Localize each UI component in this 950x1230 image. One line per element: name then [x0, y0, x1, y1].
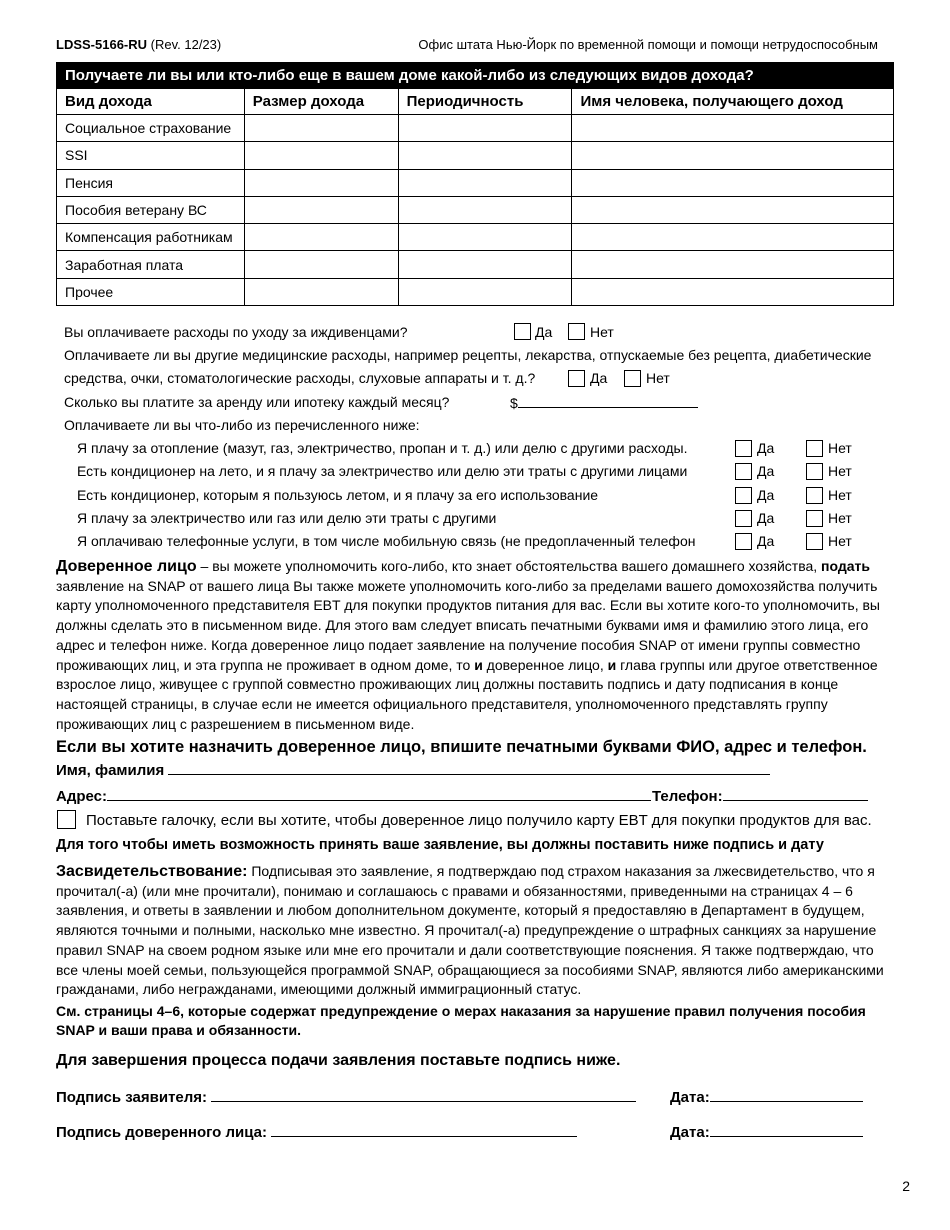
- frequency-cell[interactable]: [398, 278, 572, 305]
- utility-question: Я плачу за отопление (мазут, газ, электричество, пропан и т. д.) или делю с другими расходы.: [77, 440, 688, 456]
- yes-label: Да: [757, 463, 775, 479]
- utility-no-checkbox[interactable]: [806, 533, 823, 550]
- amount-cell[interactable]: [244, 224, 398, 251]
- name-label: Имя, фамилия: [56, 762, 165, 779]
- no-label: Нет: [646, 370, 670, 386]
- utility-yes-checkbox[interactable]: [735, 440, 752, 457]
- amount-cell[interactable]: [244, 196, 398, 223]
- recipient-cell[interactable]: [572, 278, 894, 305]
- page-number: 2: [902, 1178, 910, 1194]
- utility-yes-checkbox[interactable]: [735, 463, 752, 480]
- applicant-date-field[interactable]: [670, 1088, 863, 1106]
- must-sign-notice: Для того чтобы иметь возможность принять ваше заявление, вы должны поставить ниже подпись и дату: [56, 837, 824, 853]
- amount-cell[interactable]: [244, 115, 398, 142]
- rent-question: Сколько вы платите за аренду или ипотеку каждый месяц?: [64, 394, 450, 410]
- income-type: Компенсация работникам: [57, 224, 245, 251]
- date-label: Дата:: [670, 1124, 710, 1141]
- dependent-care-no-checkbox[interactable]: [568, 323, 585, 340]
- income-type: SSI: [57, 142, 245, 169]
- recipient-cell[interactable]: [572, 224, 894, 251]
- column-header: Имя человека, получающего доход: [572, 89, 894, 115]
- recipient-cell[interactable]: [572, 251, 894, 278]
- dollar-sign: $: [510, 395, 518, 411]
- income-type: Заработная плата: [57, 251, 245, 278]
- agency-name: Офис штата Нью-Йорк по временной помощи и помощи нетрудоспособным: [418, 37, 878, 52]
- rep-name-field[interactable]: [56, 761, 770, 779]
- date-label: Дата:: [670, 1089, 710, 1106]
- amount-cell[interactable]: [244, 251, 398, 278]
- utility-question: Я плачу за электричество или газ или делю эти траты с другими: [77, 510, 497, 526]
- table-row: [57, 251, 894, 278]
- frequency-cell[interactable]: [398, 224, 572, 251]
- yes-label: Да: [757, 487, 775, 503]
- income-table-title: Получаете ли вы или кто-либо еще в вашем доме какой-либо из следующих видов дохода?: [57, 63, 894, 89]
- income-table: [56, 62, 894, 306]
- utility-no-checkbox[interactable]: [806, 440, 823, 457]
- column-header: Размер дохода: [244, 89, 398, 115]
- medical-question: Оплачиваете ли вы другие медицинские расходы, например рецепты, лекарства, отпускаемые без рецепта, диабетические: [64, 347, 872, 363]
- yes-label: Да: [757, 440, 775, 456]
- yes-label: Да: [535, 324, 553, 340]
- table-row: [57, 196, 894, 223]
- ebt-card-label: Поставьте галочку, если вы хотите, чтобы доверенное лицо получило карту EBT для покупки продуктов для вас.: [86, 812, 872, 829]
- recipient-cell[interactable]: [572, 142, 894, 169]
- applicant-signature-label: Подпись заявителя:: [56, 1089, 208, 1106]
- utilities-intro: Оплачиваете ли вы что-либо из перечисленного ниже:: [64, 417, 420, 433]
- utility-question: Есть кондиционер на лето, и я плачу за электричество или делю эти траты с другими лицами: [77, 463, 688, 479]
- authorized-rep-paragraph: Доверенное лицо – вы можете уполномочить кого-либо, кто знает обстоятельства вашего домашнего хозяйства, подать заявление на SNAP от вашего лица Вы также можете уполномочить кого-либо за пределами вашего домохозяйства получить карту уполномоченного представителя EBT для покупки продуктов питания для вас. Если вы хотите кого-то уполномочить, вы должны сделать это в письменном виде. Для этого вам следует вписать печатными буквами имя и фамилию этого лица, его адрес и телефон ниже. Когда доверенное лицо подает заявление на получение пособия SNAP от имени группы совместно проживающих лиц, и эта группа не проживает в одном доме, то и доверенное лицо, и глава группы или другое ответственное взрослое лицо, живущее с группой совместно проживающих лиц должны поставить подпись и дату подписания в конце настоящей страницы, в случае если не имеется официального представителя, уполномоченного представлять группу проживающих лиц с разрешением в письменном виде.: [56, 558, 880, 732]
- no-label: Нет: [590, 324, 614, 340]
- amount-cell[interactable]: [244, 169, 398, 196]
- income-type: Пособия ветерану ВС: [57, 196, 245, 223]
- rep-signature-label: Подпись доверенного лица:: [56, 1124, 267, 1141]
- no-label: Нет: [828, 533, 852, 549]
- yes-label: Да: [590, 370, 608, 386]
- income-type: Пенсия: [57, 169, 245, 196]
- amount-cell[interactable]: [244, 278, 398, 305]
- no-label: Нет: [828, 440, 852, 456]
- table-row: [57, 224, 894, 251]
- column-header: Периодичность: [398, 89, 572, 115]
- table-row: [57, 169, 894, 196]
- form-id: LDSS-5166-RU (Rev. 12/23): [56, 37, 222, 52]
- signature-instruction: Для завершения процесса подачи заявления поставьте подпись ниже.: [56, 1052, 621, 1069]
- medical-question-cont: средства, очки, стоматологические расходы, слуховые аппараты и т. д.?: [64, 370, 536, 386]
- amount-cell[interactable]: [244, 142, 398, 169]
- rep-signature-field[interactable]: [56, 1123, 577, 1141]
- frequency-cell[interactable]: [398, 115, 572, 142]
- phone-label: Телефон:: [652, 788, 723, 805]
- utility-no-checkbox[interactable]: [806, 463, 823, 480]
- no-label: Нет: [828, 510, 852, 526]
- ebt-card-checkbox[interactable]: [57, 810, 76, 829]
- table-row: [57, 115, 894, 142]
- utility-yes-checkbox[interactable]: [735, 487, 752, 504]
- applicant-signature-field[interactable]: [56, 1088, 636, 1106]
- utility-no-checkbox[interactable]: [806, 487, 823, 504]
- table-row: [57, 142, 894, 169]
- medical-no-checkbox[interactable]: [624, 370, 641, 387]
- certification-paragraph: Засвидетельствование: Подписывая это заявление, я подтверждаю под страхом наказания за лжесвидетельство, что я прочитал(-а) (или мне прочитали), понимаю и соглашаюсь с правами и обязанностями, приведенными на страницах 4 – 6 заявления, и ответы в заявлении и любом дополнительном документе, который я предоставляю в Департамент в будущем, являются точными и полными, насколько мне известно. Я прочитал(-а) предупреждение о штрафных санкциях за нарушение правил SNAP на своем родном языке или мне его прочитали и дали соответствующие пояснения. Я также подтверждаю, что все члены моей семьи, пользующейся программой SNAP, обращающиеся за пособиями SNAP, являются либо американскими гражданами, либо негражданами, имеющими должный иммиграционный статус.: [56, 863, 884, 998]
- no-label: Нет: [828, 487, 852, 503]
- authorized-rep-heading: Доверенное лицо: [56, 558, 197, 575]
- column-header: Вид дохода: [57, 89, 245, 115]
- yes-label: Да: [757, 510, 775, 526]
- print-instruction: Если вы хотите назначить доверенное лицо, впишите печатными буквами ФИО, адрес и телефон.: [56, 738, 867, 756]
- utility-yes-checkbox[interactable]: [735, 510, 752, 527]
- utility-no-checkbox[interactable]: [806, 510, 823, 527]
- recipient-cell[interactable]: [572, 115, 894, 142]
- certification-heading: Засвидетельствование:: [56, 863, 248, 880]
- recipient-cell[interactable]: [572, 196, 894, 223]
- rep-address-field[interactable]: [56, 787, 651, 805]
- rep-date-field[interactable]: [670, 1123, 863, 1141]
- table-row: [57, 278, 894, 305]
- frequency-cell[interactable]: [398, 169, 572, 196]
- yes-label: Да: [757, 533, 775, 549]
- utility-yes-checkbox[interactable]: [735, 533, 752, 550]
- no-label: Нет: [828, 463, 852, 479]
- medical-yes-checkbox[interactable]: [568, 370, 585, 387]
- income-type: Прочее: [57, 278, 245, 305]
- rent-amount-field[interactable]: [510, 394, 698, 412]
- frequency-cell[interactable]: [398, 142, 572, 169]
- income-type: Социальное страхование: [57, 115, 245, 142]
- dependent-care-yes-checkbox[interactable]: [514, 323, 531, 340]
- utility-question: Есть кондиционер, которым я пользуюсь летом, и я плачу за его использование: [77, 487, 599, 503]
- dependent-care-question: Вы оплачиваете расходы по уходу за иждивенцами?: [64, 324, 408, 340]
- frequency-cell[interactable]: [398, 196, 572, 223]
- utility-question: Я оплачиваю телефонные услуги, в том числе мобильную связь (не предоплаченный телефон: [77, 533, 696, 549]
- address-label: Адрес:: [56, 788, 107, 805]
- see-pages-notice: См. страницы 4–6, которые содержат предупреждение о мерах наказания за нарушение правил получения пособия SNAP и ваши права и обязанности.: [56, 1003, 866, 1038]
- rep-phone-field[interactable]: [652, 787, 868, 805]
- recipient-cell[interactable]: [572, 169, 894, 196]
- frequency-cell[interactable]: [398, 251, 572, 278]
